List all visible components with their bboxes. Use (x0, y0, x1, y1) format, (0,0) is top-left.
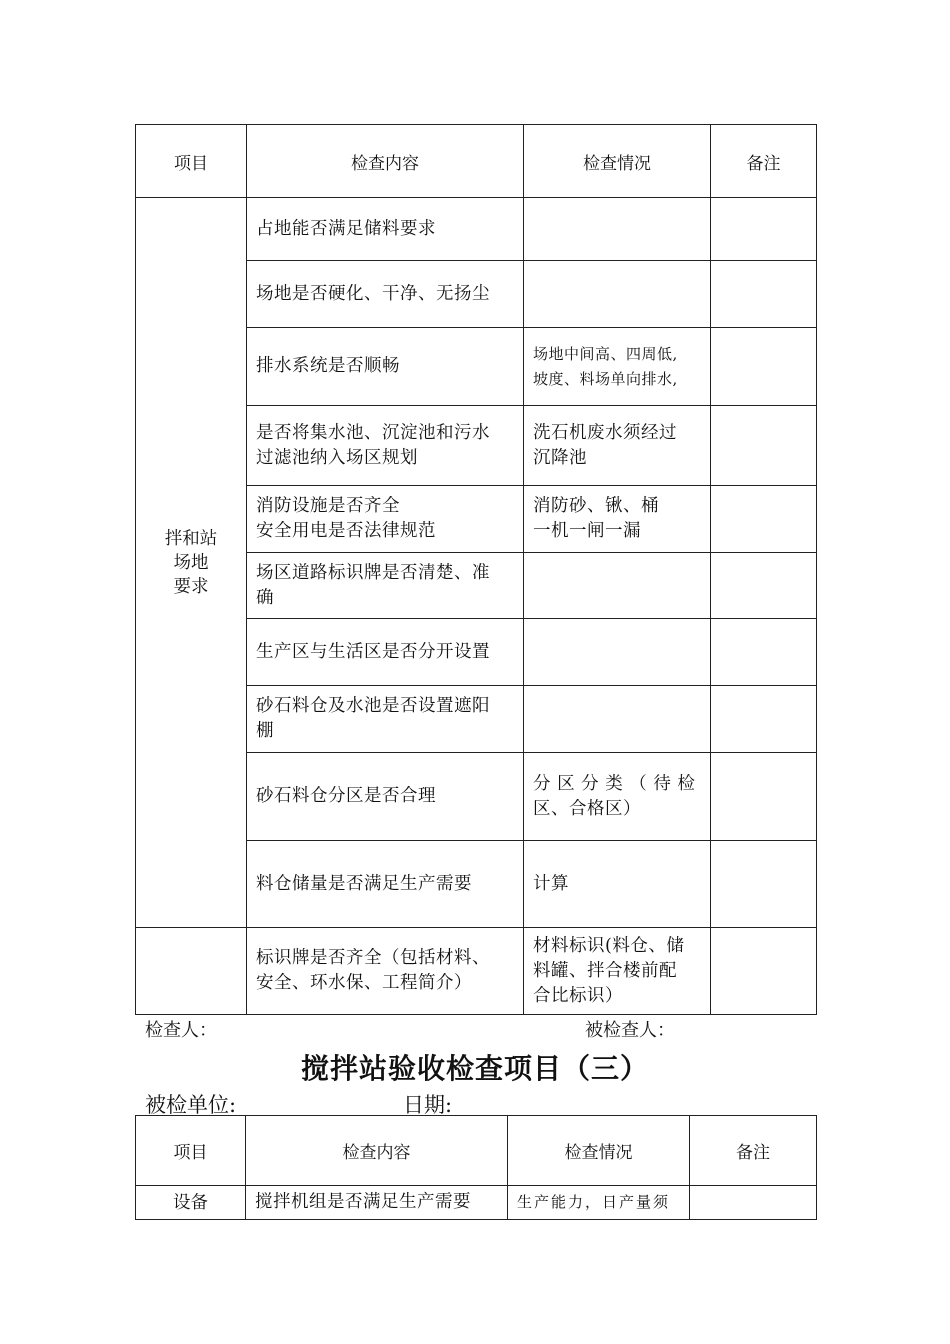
remark-cell (711, 841, 817, 928)
header-remark: 备注 (690, 1116, 817, 1186)
header-situation: 检查情况 (524, 125, 711, 198)
remark-cell (711, 619, 817, 686)
inspection-table-site (135, 124, 817, 1015)
check-content: 标识牌是否齐全（包括材料、 安全、环水保、工程简介） (247, 928, 524, 1015)
table-header-row (136, 125, 817, 198)
check-situation (524, 198, 711, 261)
check-situation (524, 686, 711, 753)
remark-cell (711, 198, 817, 261)
remark-cell (711, 486, 817, 553)
inspected-unit-label: 被检单位: (145, 1093, 237, 1117)
header-remark: 备注 (711, 125, 817, 198)
check-content: 是否将集水池、沉淀池和污水 过滤池纳入场区规划 (247, 406, 524, 486)
check-situation: 材料标识(料仓、储 料罐、拌合楼前配 合比标识） (524, 928, 711, 1015)
check-content: 料仓储量是否满足生产需要 (247, 841, 524, 928)
check-situation: 分 区 分 类 （ 待 检 区、合格区） (524, 753, 711, 841)
remark-cell (711, 686, 817, 753)
remark-cell (711, 753, 817, 841)
date-label: 日期: (403, 1093, 453, 1117)
table-header-row (136, 1116, 817, 1186)
check-content: 砂石料仓及水池是否设置遮阳 棚 (247, 686, 524, 753)
check-content: 排水系统是否顺畅 (247, 328, 524, 406)
check-situation (524, 261, 711, 328)
check-content: 生产区与生活区是否分开设置 (247, 619, 524, 686)
check-situation: 计算 (524, 841, 711, 928)
header-project: 项目 (136, 1116, 246, 1186)
remark-cell (690, 1186, 817, 1220)
check-content: 消防设施是否齐全 安全用电是否法律规范 (247, 486, 524, 553)
inspected-signature-label: 被检查人： (585, 1020, 675, 1041)
check-situation: 消防砂、锹、桶 一机一闸一漏 (524, 486, 711, 553)
check-content: 场区道路标识牌是否清楚、准 确 (247, 553, 524, 619)
header-situation: 检查情况 (508, 1116, 690, 1186)
header-content: 检查内容 (246, 1116, 508, 1186)
header-content: 检查内容 (247, 125, 524, 198)
header-project: 项目 (136, 125, 247, 198)
remark-cell (711, 328, 817, 406)
check-content: 场地是否硬化、干净、无扬尘 (247, 261, 524, 328)
table-row (136, 198, 817, 261)
project-cell: 设备 (136, 1186, 246, 1220)
check-content: 搅拌机组是否满足生产需要 (246, 1186, 508, 1220)
check-situation (524, 619, 711, 686)
section-title: 搅拌站验收检查项目（三） (300, 1052, 649, 1085)
inspection-table-equipment (135, 1115, 817, 1220)
check-situation: 场地中间高、四周低, 坡度、料场单向排水, (524, 328, 711, 406)
check-situation (524, 553, 711, 619)
inspector-signature-label: 检查人： (145, 1020, 217, 1041)
group-label-mixing-station-site: 拌和站 场地 要求 (136, 198, 247, 928)
remark-cell (711, 928, 817, 1015)
table-row (136, 928, 817, 1015)
remark-cell (711, 406, 817, 486)
table-row (136, 1186, 817, 1220)
remark-cell (711, 553, 817, 619)
check-situation: 洗石机废水须经过 沉降池 (524, 406, 711, 486)
check-content: 占地能否满足储料要求 (247, 198, 524, 261)
check-situation: 生产能力，日产量须 (508, 1186, 690, 1220)
project-cell-empty (136, 928, 247, 1015)
remark-cell (711, 261, 817, 328)
check-content: 砂石料仓分区是否合理 (247, 753, 524, 841)
